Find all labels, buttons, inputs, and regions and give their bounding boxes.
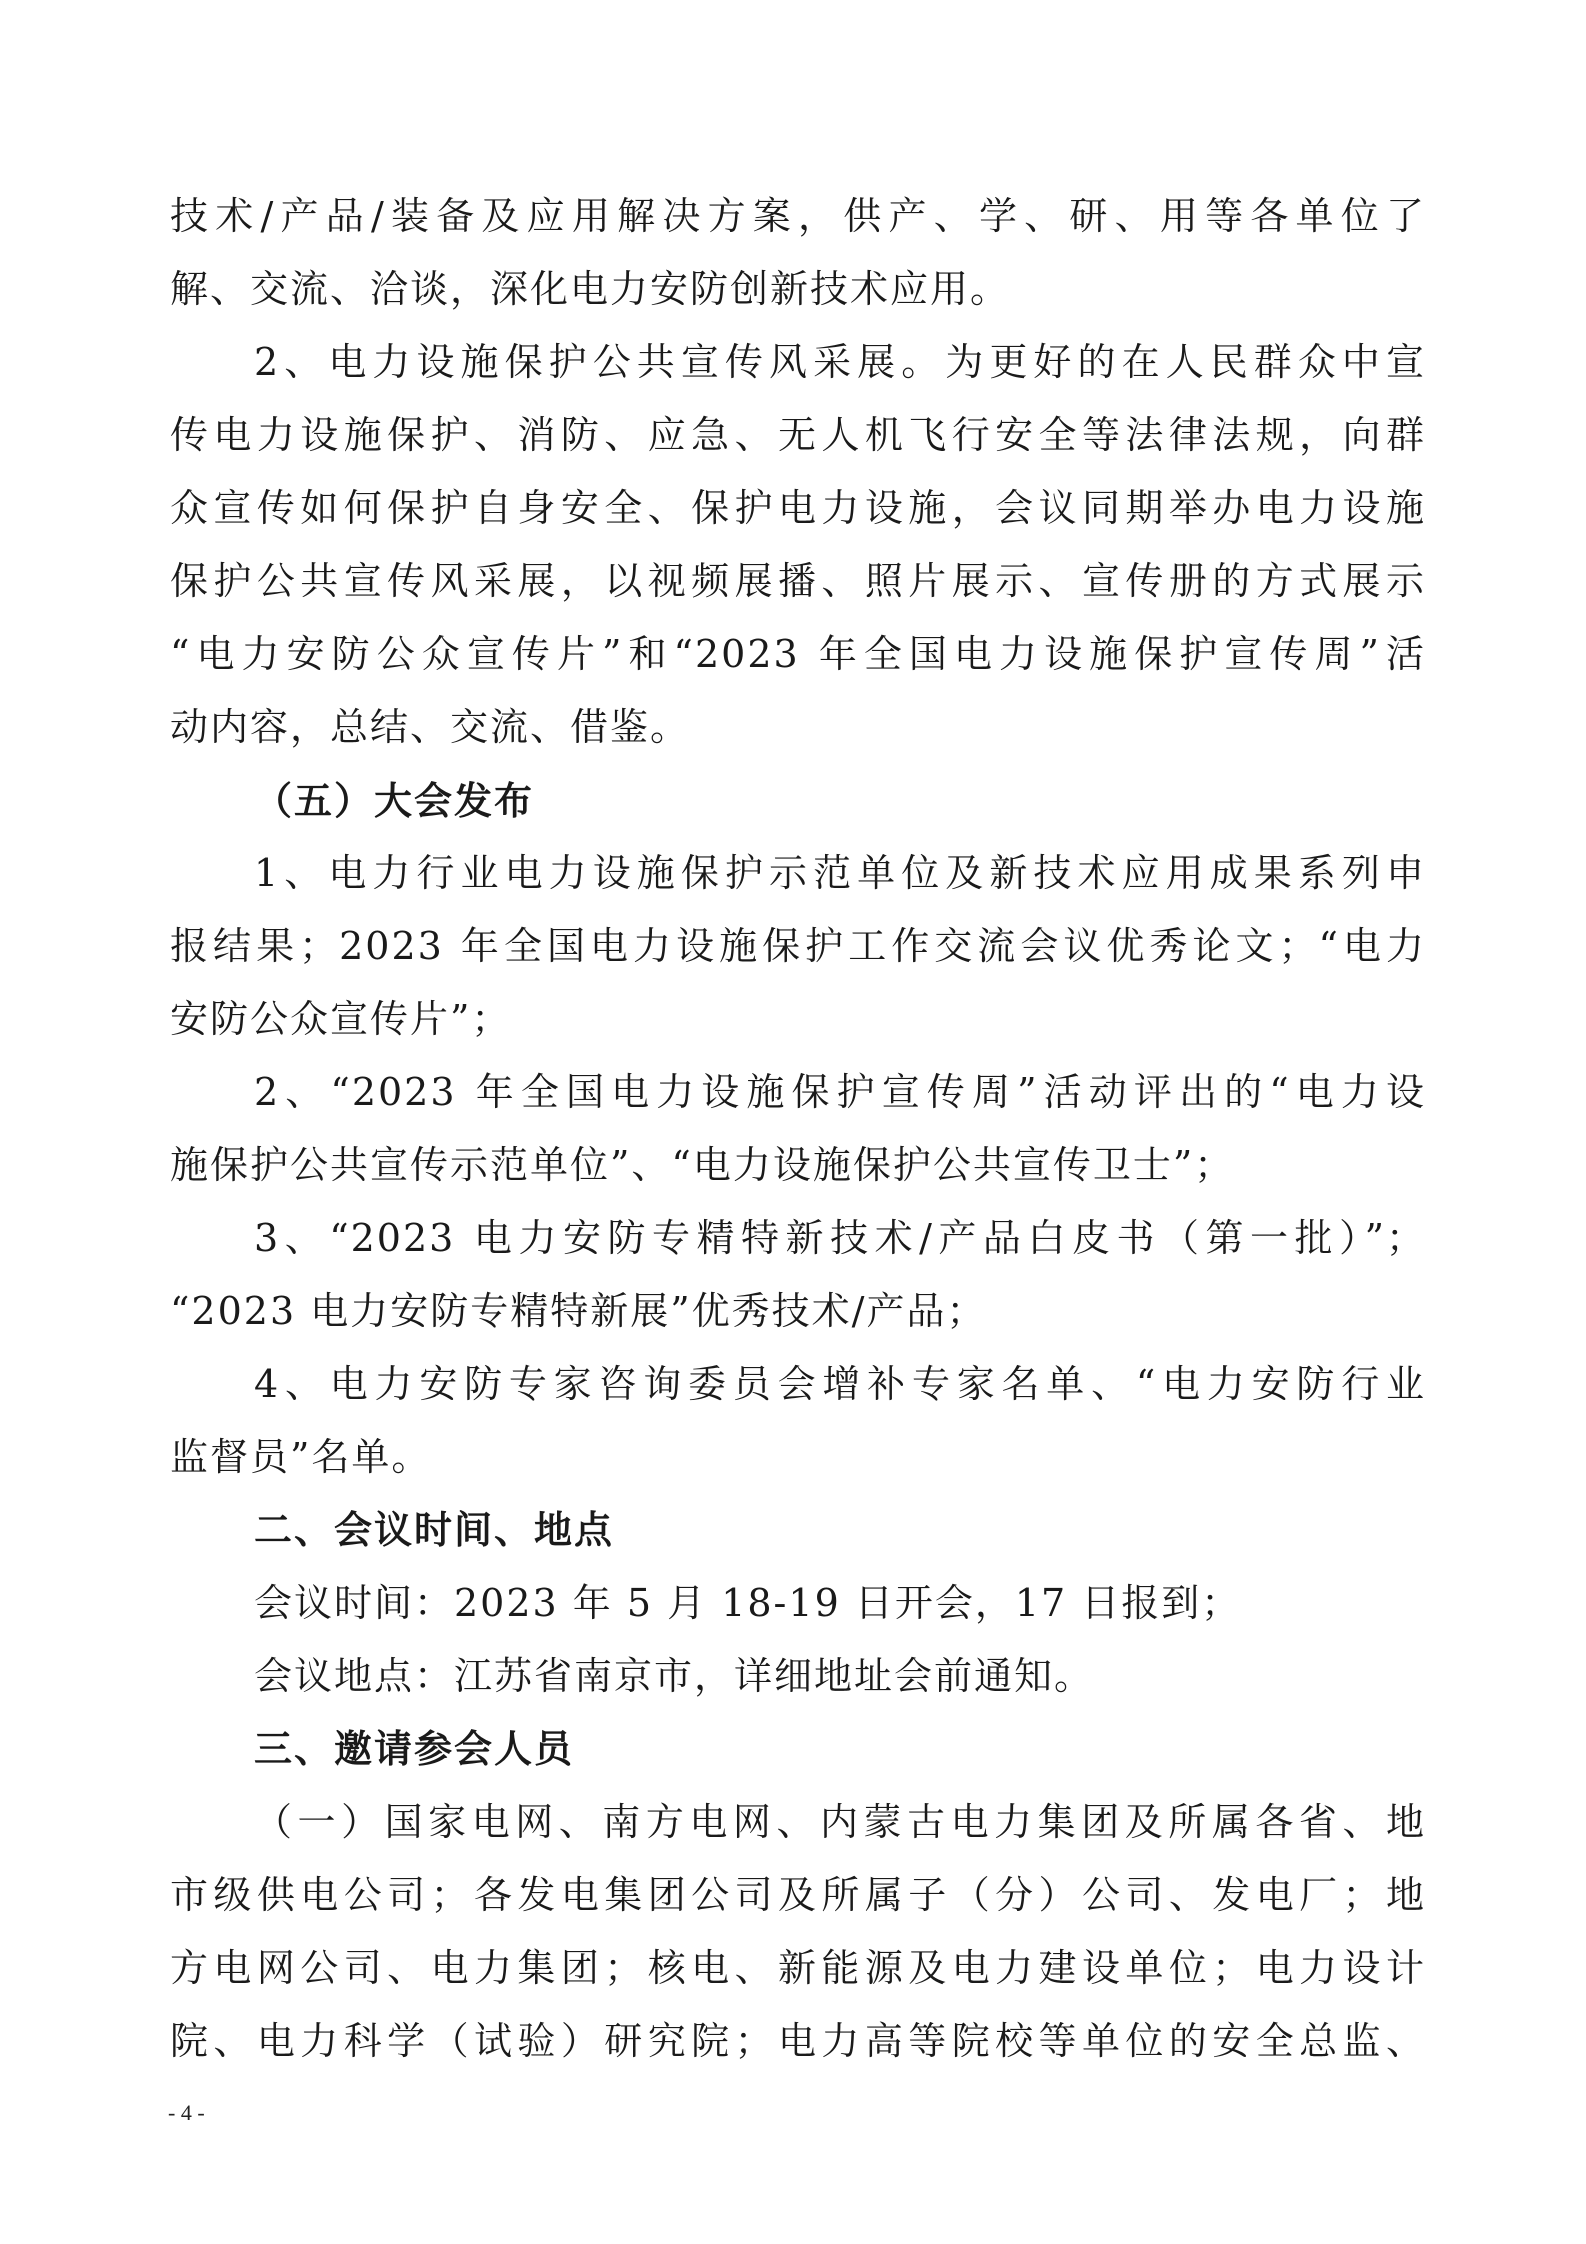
paragraph-line: 施保护公共宣传示范单位”、“电力设施保护公共宣传卫士”； [170,1143,1235,1187]
paragraph-line: 传电力设施保护、消防、应急、无人机飞行安全等法律法规，向群 [170,413,1426,457]
paragraph-line: 4、电力安防专家咨询委员会增补专家名单、“电力安防行业 [254,1362,1426,1406]
paragraph-line: （一）国家电网、南方电网、内蒙古电力集团及所属各省、地 [254,1800,1426,1844]
paragraph-line: “电力安防公众宣传片”和“2023 年全国电力设施保护宣传周”活 [170,632,1426,676]
paragraph-line: “2023 电力安防专精特新展”优秀技术/产品； [170,1289,987,1333]
section-heading-2: 二、会议时间、地点 [254,1508,615,1552]
paragraph-line: 解、交流、洽谈，深化电力安防创新技术应用。 [170,267,1011,311]
page-number: - 4 - [168,2100,205,2125]
paragraph-line: 2、电力设施保护公共宣传风采展。为更好的在人民群众中宣 [254,340,1426,384]
paragraph-line: 安防公众宣传片”； [170,997,512,1041]
paragraph-line: 保护公共宣传风采展，以视频展播、照片展示、宣传册的方式展示 [170,559,1426,603]
paragraph-line: 报结果；2023 年全国电力设施保护工作交流会议优秀论文；“电力 [170,924,1426,968]
document-body [170,180,1426,2078]
section-heading-5: （五）大会发布 [254,778,535,823]
paragraph-line: 3、“2023 电力安防专精特新技术/产品白皮书（第一批）”； [254,1216,1426,1260]
paragraph-line: 1、电力行业电力设施保护示范单位及新技术应用成果系列申 [254,851,1426,895]
paragraph-line: 动内容，总结、交流、借鉴。 [170,705,691,749]
paragraph-line: 方电网公司、电力集团；核电、新能源及电力建设单位；电力设计 [170,1946,1426,1990]
paragraph-line: 技术/产品/装备及应用解决方案，供产、学、研、用等各单位了 [170,194,1426,238]
meeting-time: 会议时间：2023 年 5 月 18-19 日开会，17 日报到； [254,1581,1242,1625]
paragraph-line: 众宣传如何保护自身安全、保护电力设施，会议同期举办电力设施 [170,486,1426,530]
paragraph-line: 市级供电公司；各发电集团公司及所属子（分）公司、发电厂；地 [170,1873,1426,1917]
paragraph-line: 2、“2023 年全国电力设施保护宣传周”活动评出的“电力设 [254,1070,1426,1114]
paragraph-line: 院、电力科学（试验）研究院；电力高等院校等单位的安全总监、 [170,2019,1426,2063]
paragraph-line: 监督员”名单。 [170,1435,432,1479]
meeting-location: 会议地点：江苏省南京市，详细地址会前通知。 [254,1654,1095,1698]
section-heading-3: 三、邀请参会人员 [254,1727,575,1771]
